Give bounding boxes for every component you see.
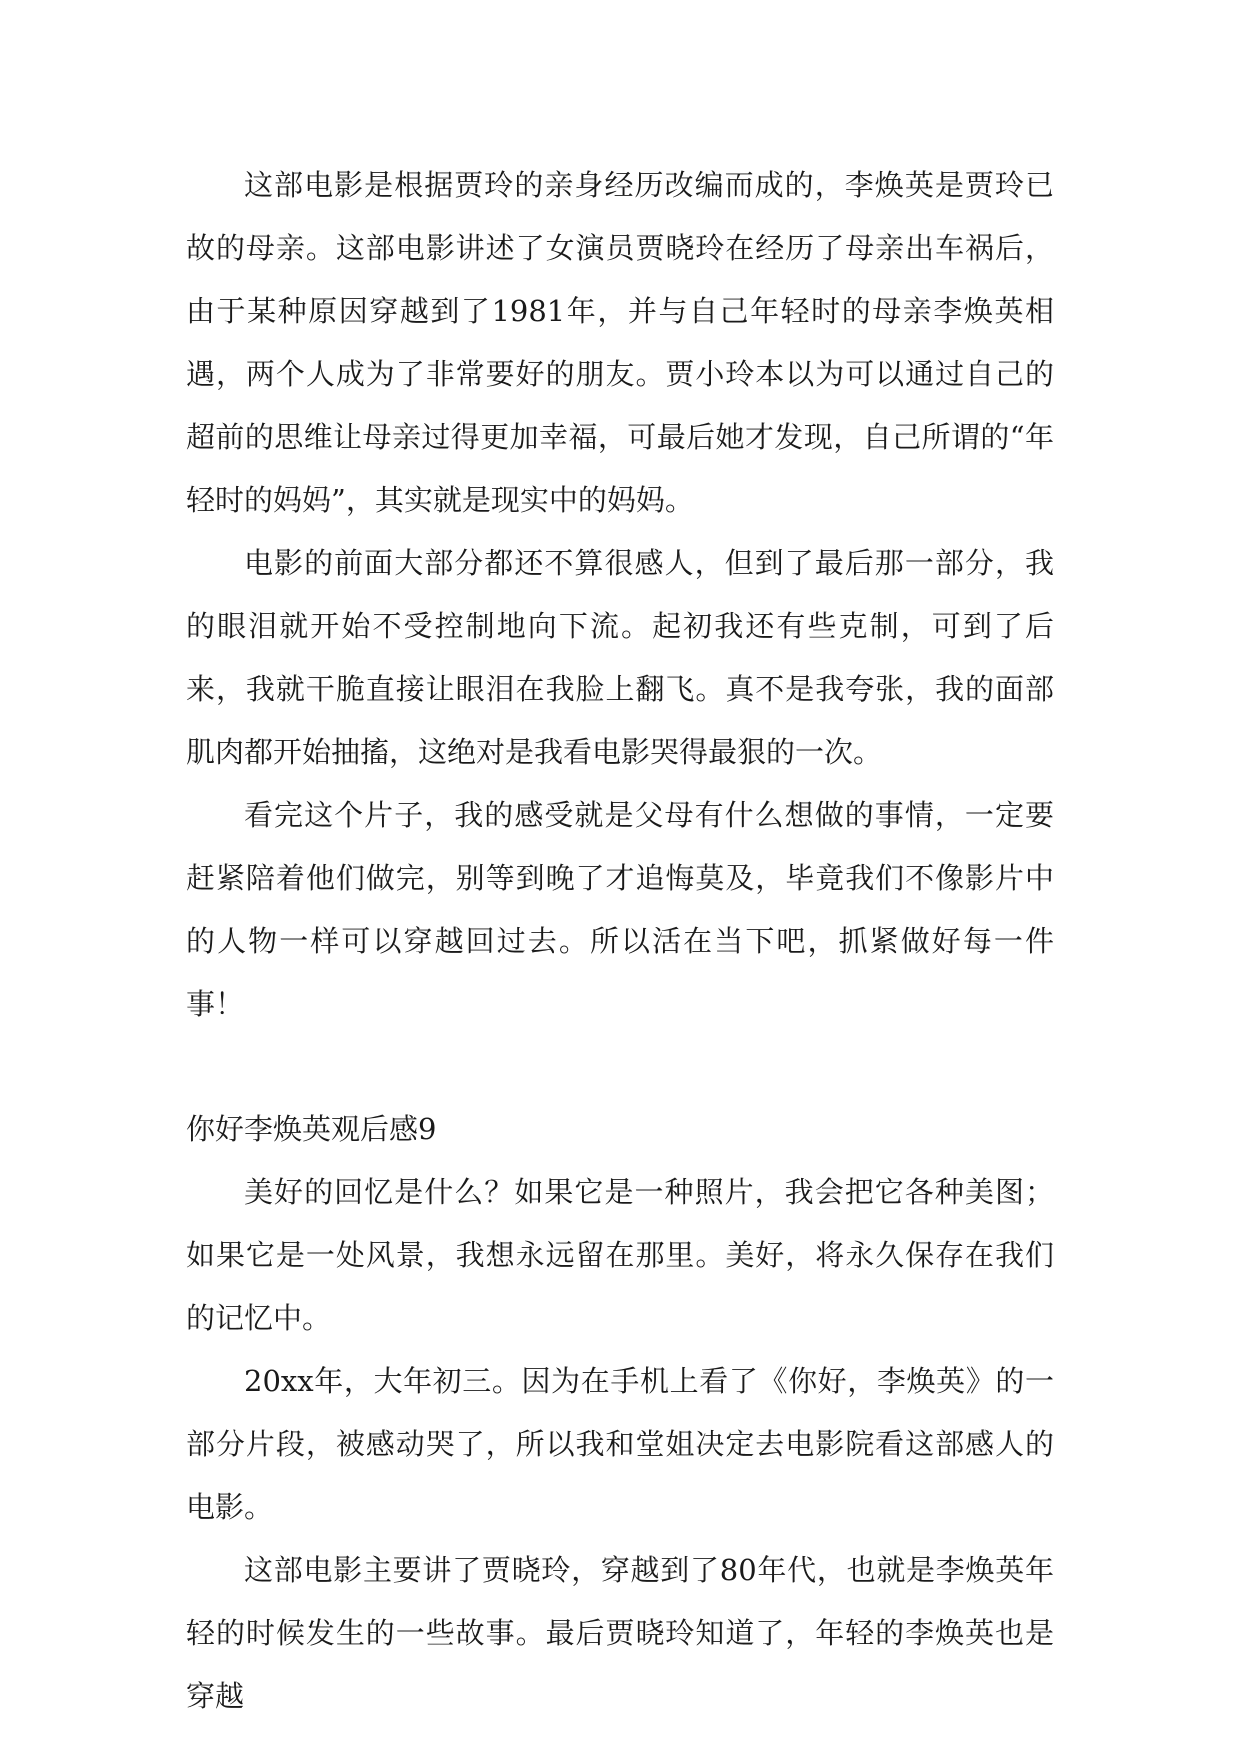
- paragraph: 这部电影是根据贾玲的亲身经历改编而成的，李焕英是贾玲已故的母亲。这部电影讲述了女演员贾晓玲在经历了母亲出车祸后，由于某种原因穿越到了1981年，并与自己年轻时的母亲李焕英相遇，两个人成为了非常要好的朋友。贾小玲本以为可以通过自己的超前的思维让母亲过得更加幸福，可最后她才发现，自己所谓的“年轻时的妈妈”，其实就是现实中的妈妈。: [186, 168, 1054, 517]
- paragraph: 美好的回忆是什么？如果它是一种照片，我会把它各种美图；如果它是一处风景，我想永远留在那里。美好，将永久保存在我们的记忆中。: [186, 1175, 1054, 1335]
- paragraph: 这部电影主要讲了贾晓玲，穿越到了80年代，也就是李焕英年轻的时候发生的一些故事。最后贾晓玲知道了，年轻的李焕英也是穿越: [186, 1553, 1054, 1713]
- paragraph: 电影的前面大部分都还不算很感人，但到了最后那一部分，我的眼泪就开始不受控制地向下流。起初我还有些克制，可到了后来，我就干脆直接让眼泪在我脸上翻飞。真不是我夸张，我的面部肌肉都开始抽搐，这绝对是我看电影哭得最狠的一次。: [186, 546, 1054, 769]
- paragraph: 看完这个片子，我的感受就是父母有什么想做的事情，一定要赶紧陪着他们做完，别等到晚了才追悔莫及，毕竟我们不像影片中的人物一样可以穿越回过去。所以活在当下吧，抓紧做好每一件事！: [186, 798, 1054, 1021]
- section-title: 你好李焕英观后感9: [186, 1112, 437, 1146]
- paragraph: 20xx年，大年初三。因为在手机上看了《你好，李焕英》的一部分片段，被感动哭了，所以我和堂姐决定去电影院看这部感人的电影。: [186, 1364, 1054, 1524]
- document-body: [186, 154, 1054, 1728]
